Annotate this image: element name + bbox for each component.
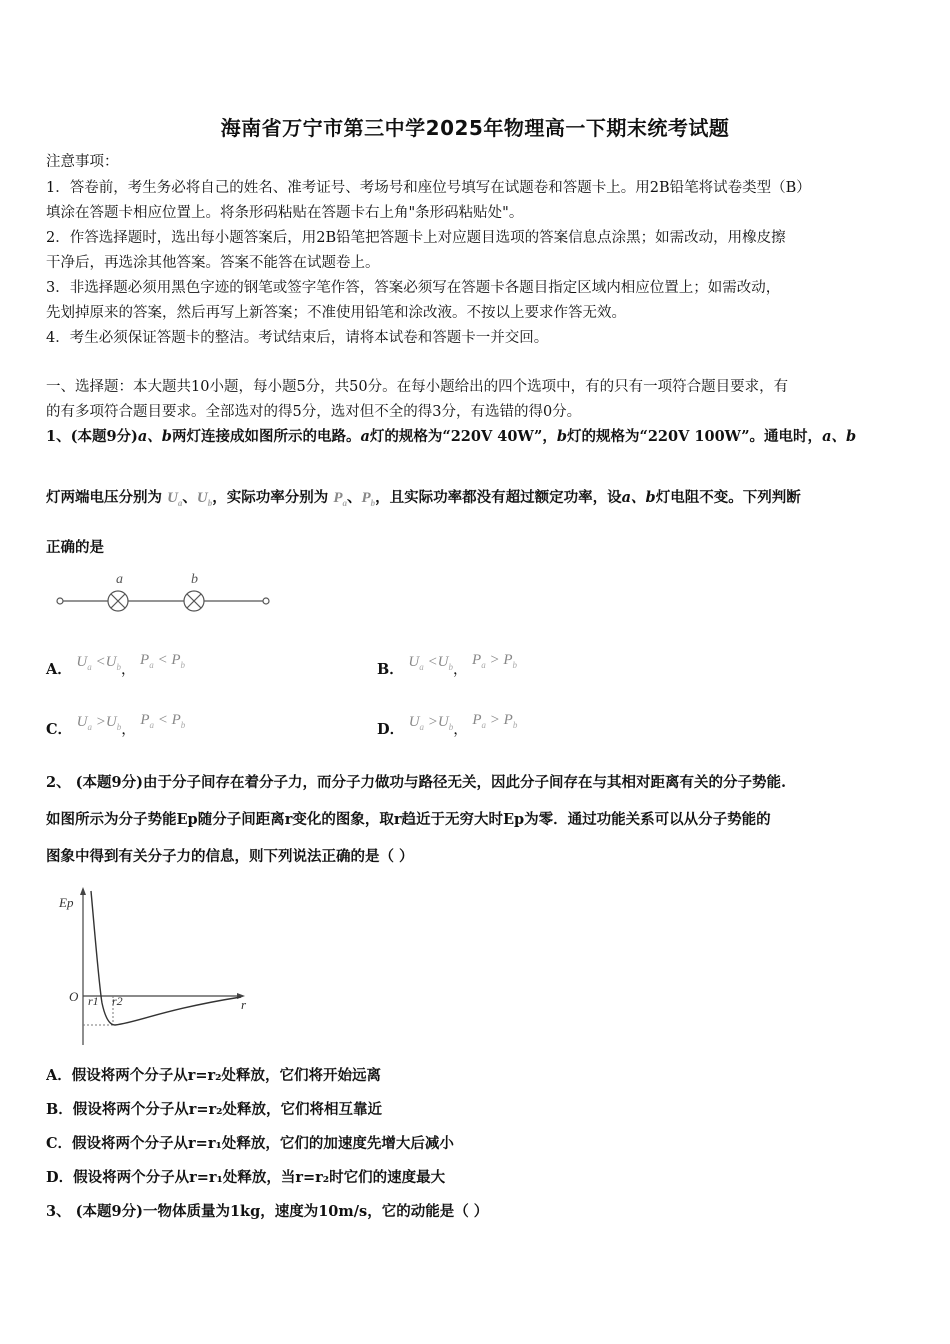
q1-ab: a、b — [822, 428, 857, 445]
notice-line: 填涂在答题卡相应位置上。将条形码粘贴在答题卡右上角"条形码粘贴处"。 — [46, 205, 524, 221]
q1-text: ，且实际功率都没有超过额定功率，设 — [375, 489, 622, 506]
notice-line: 1．答卷前，考生务必将自己的姓名、准考证号、考场号和座位号填写在试题卷和答题卡上。用2B铅笔将试卷类型（B） — [46, 180, 811, 196]
q1-text: 灯的规格为“220V 100W”。通电时， — [566, 428, 823, 445]
q2-option-c[interactable]: C．假设将两个分子从r=r₁处释放，它们的加速度先增大后减小 — [46, 1135, 454, 1152]
q1-option-c[interactable]: C． $U_a >U_b$， $P_a < P_b$ — [46, 712, 186, 738]
q1-text: 灯电阻不变。下列判断 — [655, 489, 801, 506]
q1-line1 — [46, 427, 906, 447]
q1-sep: 、 — [182, 489, 197, 506]
q1-line2 — [46, 484, 906, 517]
math-Pb: $P_b$ — [361, 490, 376, 508]
math-Ub: $U_b$ — [196, 490, 213, 508]
r2-label: r2 — [112, 994, 123, 1008]
q2-line: 图象中得到有关分子力的信息，则下列说法正确的是（ ） — [46, 848, 414, 865]
q1-sep: 、 — [346, 489, 362, 506]
origin-label: O — [69, 989, 79, 1004]
q2-option-d[interactable]: D．假设将两个分子从r=r₁处释放，当r=r₂时它们的速度最大 — [46, 1169, 446, 1186]
q1-text: 两灯连接成如图所示的电路。 — [171, 428, 361, 445]
q2-line: 如图所示为分子势能Ep随分子间距离r变化的图象，取r趋近于无穷大时Ep为零．通过功能关系可以从分子势能的 — [46, 811, 771, 828]
terminal — [57, 598, 63, 604]
r1-label: r1 — [88, 994, 99, 1008]
section-intro: 一、选择题：本大题共10小题，每小题5分，共50分。在每小题给出的四个选项中，有的只有一项符合题目要求，有 — [46, 379, 789, 395]
label-b: b — [191, 572, 198, 587]
y-label: Ep — [59, 895, 74, 910]
math-Pa: $P_a$ — [333, 490, 347, 508]
notice-line: 干净后，再选涂其他答案。答案不能答在试题卷上。 — [46, 255, 380, 271]
lamp-b-icon — [184, 591, 204, 611]
terminal — [263, 598, 269, 604]
notice-line: 先划掉原来的答案，然后再写上新答案；不准使用铅笔和涂改液。不按以上要求作答无效。 — [46, 305, 626, 321]
q1-text: 灯两端电压分别为 — [46, 489, 162, 506]
q1-prefix: 1、(本题9分) — [46, 428, 138, 445]
q3-line: 3、 (本题9分)一物体质量为1kg，速度为10m/s，它的动能是（ ） — [46, 1203, 489, 1220]
q1-ab: a、b — [621, 489, 656, 506]
section-intro: 的有多项符合题目要求。全部选对的得5分，选对但不全的得3分，有选错的得0分。 — [46, 404, 582, 420]
y-axis-arrow-icon — [80, 887, 86, 895]
potential-energy-graph — [55, 885, 265, 1055]
q2-line: 2、 (本题9分)由于分子间存在着分子力，而分子力做功与路径无关，因此分子间存在与其相对距离有关的分子势能. — [46, 774, 786, 791]
notice-line: 4．考生必须保证答题卡的整洁。考试结束后，请将本试卷和答题卡一并交回。 — [46, 330, 549, 346]
circuit-diagram — [52, 568, 282, 620]
q1-text: 灯的规格为“220V 40W”， — [369, 428, 557, 445]
notice-line: 2．作答选择题时，选出每小题答案后，用2B铅笔把答题卡上对应题目选项的答案信息点涂黑；如需改动，用橡皮擦 — [46, 230, 786, 246]
x-label: r — [241, 997, 247, 1012]
q2-option-b[interactable]: B．假设将两个分子从r=r₂处释放，它们将相互靠近 — [46, 1101, 383, 1118]
math-Ua: $U_a$ — [167, 490, 183, 508]
lamp-a-icon — [108, 591, 128, 611]
page-title: 海南省万宁市第三中学2025年物理高一下期末统考试题 — [220, 116, 730, 140]
q1-text: ，实际功率分别为 — [212, 489, 329, 506]
q1-a: a — [360, 428, 370, 445]
q1-option-a[interactable]: A． $U_a <U_b$， $P_a < P_b$ — [46, 652, 186, 678]
q1-b: b — [556, 428, 567, 445]
q1-option-d[interactable]: D． $U_a >U_b$， $P_a > P_b$ — [377, 712, 518, 738]
notice-line: 3．非选择题必须用黑色字迹的钢笔或签字笔作答，答案必须写在答题卡各题目指定区域内相应位置上；如需改动， — [46, 280, 781, 296]
q1-line3: 正确的是 — [46, 539, 104, 556]
notice-heading: 注意事项： — [46, 154, 119, 170]
q1-ab: a、b — [137, 428, 172, 445]
label-a: a — [116, 572, 123, 587]
q2-option-a[interactable]: A．假设将两个分子从r=r₂处释放，它们将开始远离 — [46, 1067, 382, 1084]
q1-option-b[interactable]: B． $U_a <U_b$， $P_a > P_b$ — [377, 652, 518, 678]
